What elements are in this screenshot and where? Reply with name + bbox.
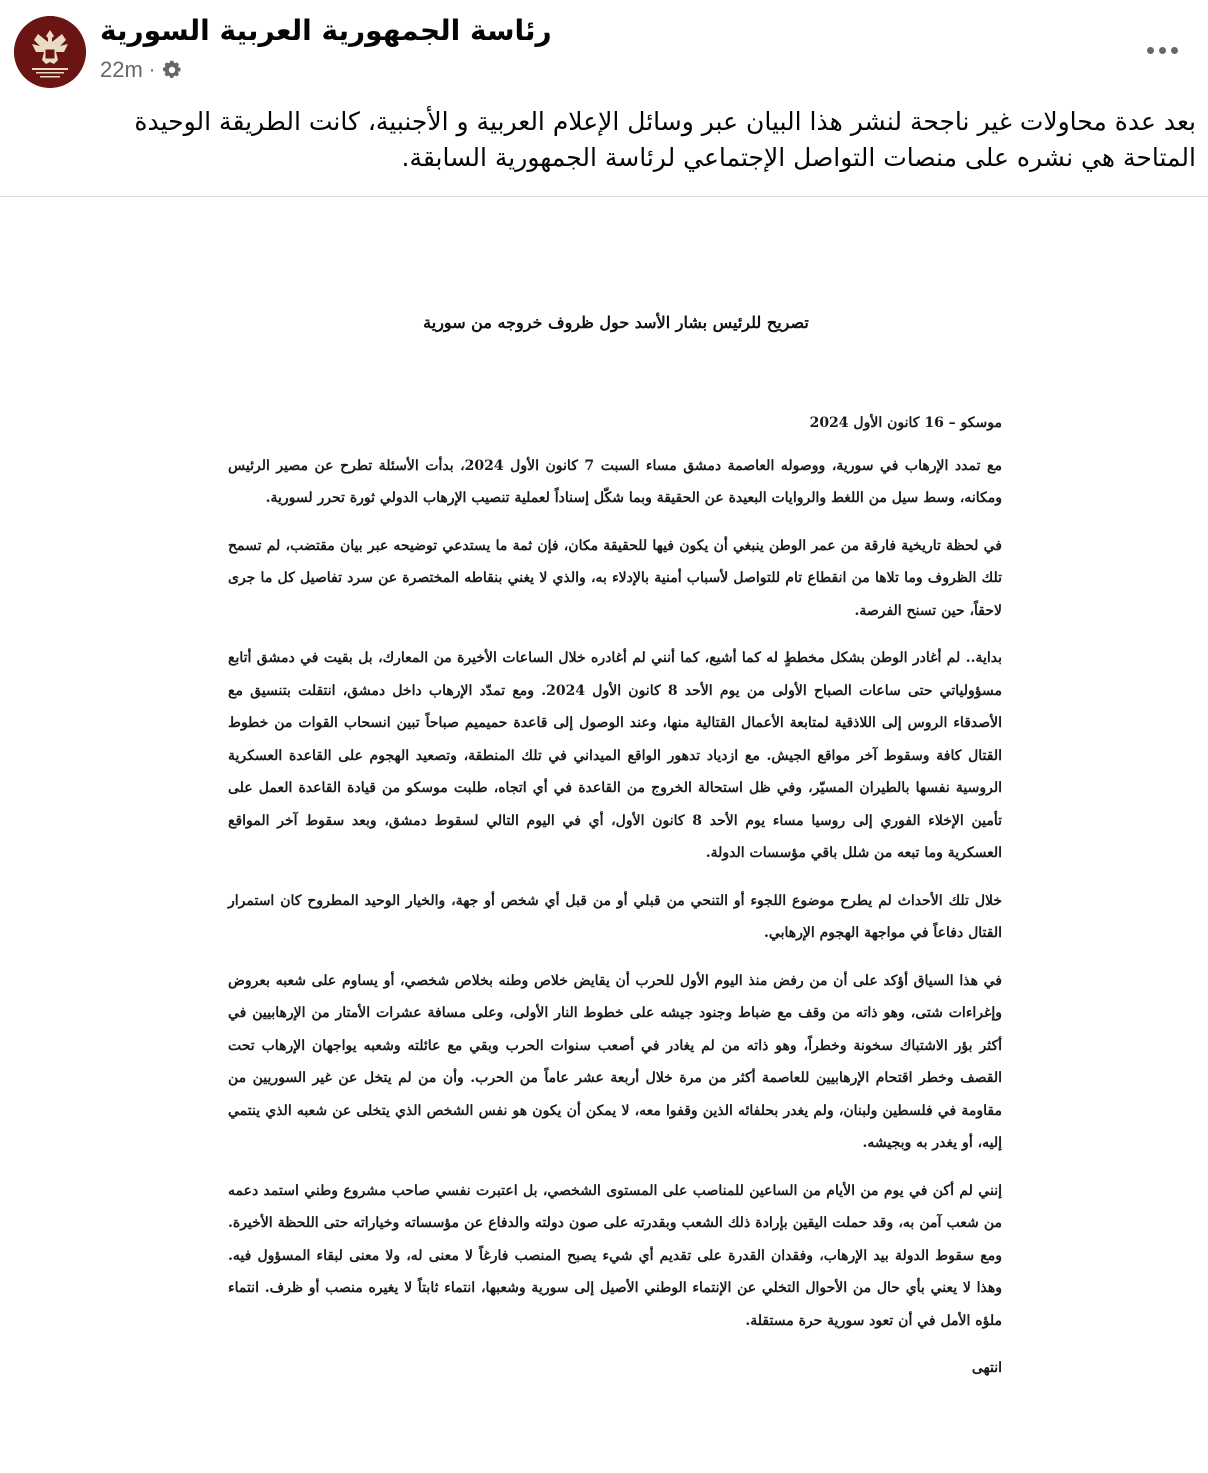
post-meta <box>100 56 183 84</box>
page-avatar[interactable] <box>14 16 86 88</box>
statement-dateline: موسكو – 16 كانون الأول 2024 <box>809 415 1002 431</box>
post-caption: بعد عدة محاولات غير ناجحة لنشر هذا البيان عبر وسائل الإعلام العربية و الأجنبية، كانت الطريقة الوحيدة المتاحة هي نشره على منصات التواصل الإجتماعي لرئاسة الجمهورية السابقة. <box>134 107 1196 172</box>
post-time[interactable]: 22m <box>100 57 143 82</box>
statement-body <box>228 407 1002 1385</box>
more-options-icon <box>1171 47 1178 54</box>
more-options-icon <box>1147 47 1154 54</box>
syrian-eagle-emblem-icon <box>14 16 86 88</box>
post-header <box>0 0 1208 100</box>
statement-paragraph: في هذا السياق أؤكد على أن من رفض منذ اليوم الأول للحرب أن يقايض خلاص وطنه بخلاص شخصي، أو يساوم على شعبه بعروض وإغراءات شتى، وهو ذاته من وقف مع ضباط وجنود جيشه على خطوط النار الأولى، وعلى مسافة عشرات الأمتار من الإرهابيين في أكثر بؤر الاشتباك سخونة وخطراً، وهو ذاته من لم يغادر في أصعب سنوات الحرب وبقي مع عائلته وشعبه يواجهان الإرهاب تحت القصف وخطر اقتحام الإرهابيين للعاصمة أكثر من مرة خلال أربعة عشر عاماً من الحرب. وأن من لم يتخل عن غير السوريين من مقاومة في فلسطين ولبنان، ولم يغدر بحلفائه الذين وقفوا معه، لا يمكن أن يكون هو نفس الشخص الذي يتخلى عن شعبه الذي ينتمي إليه، أو يغدر به وبجيشه. <box>228 972 1002 1151</box>
statement-title: تصريح للرئيس بشار الأسد حول ظروف خروجه من سورية <box>423 313 809 332</box>
statement-paragraph: بداية.. لم أغادر الوطن بشكل مخططٍ له كما أشيع، كما أنني لم أغادره خلال الساعات الأخيرة من المعارك، بل بقيت في دمشق أتابع مسؤولياتي حتى ساعات الصباح الأولى من يوم الأحد 8 كانون الأول 2024. ومع تمدّد الإرهاب داخل دمشق، انتقلت بتنسيق مع الأصدقاء الروس إلى اللاذقية لمتابعة الأعمال القتالية منها، وعند الوصول إلى قاعدة حميميم صباحاً تبين انسحاب القوات من خطوط القتال كافة وسقوط آخر مواقع الجيش. مع ازدياد تدهور الواقع الميداني في تلك المنطقة، وتصعيد الهجوم على القاعدة العسكرية الروسية نفسها بالطيران المسيّر، وفي ظل استحالة الخروج من القاعدة في أي اتجاه، طلبت موسكو من قيادة القاعدة العمل على تأمين الإخلاء الفوري إلى روسيا مساء يوم الأحد 8 كانون الأول، أي في اليوم التالي لسقوط دمشق، وبعد سقوط آخر المواقع العسكرية وما تبعه من شلل باقي مؤسسات الدولة. <box>228 650 1002 861</box>
statement-paragraph: مع تمدد الإرهاب في سورية، ووصوله العاصمة دمشق مساء السبت 7 كانون الأول 2024، بدأت الأسئلة تطرح عن مصير الرئيس ومكانه، وسط سيل من اللغط والروايات البعيدة عن الحقيقة وبما شكّل إسناداً لعملية تنصيب الإرهاب الدولي ثورة تحرر لسورية. <box>228 457 1002 506</box>
statement-ending: انتهى <box>971 1360 1002 1376</box>
statement-paragraph: في لحظة تاريخية فارقة من عمر الوطن ينبغي أن يكون فيها للحقيقة مكان، فإن ثمة ما يستدعي توضيحه عبر بيان مقتضب، لم تسمح تلك الظروف وما تلاها من انقطاع تام للتواصل لأسباب أمنية بالإدلاء به، والذي لا يغني بنقاطه المختصرة عن سرد تفاصيل كل ما جرى لاحقاً، حين تسنح الفرصة. <box>228 537 1002 619</box>
gear-icon[interactable] <box>161 59 183 81</box>
more-options-button[interactable] <box>1140 36 1184 64</box>
statement-image[interactable] <box>0 197 1208 1473</box>
statement-paragraph: إنني لم أكن في يوم من الأيام من الساعين للمناصب على المستوى الشخصي، بل اعتبرت نفسي صاحب مشروع وطني استمد دعمه من شعب آمن به، وقد حملت اليقين بإرادة ذلك الشعب وبقدرته على صون دولته والدفاع عن مؤسساته وخياراته حتى اللحظة الأخيرة. ومع سقوط الدولة بيد الإرهاب، وفقدان القدرة على تقديم أي شيء يصبح المنصب فارغاً لا معنى له، ولا معنى لبقاء المسؤول فيه. وهذا لا يعني بأي حال من الأحوال التخلي عن الإنتماء الوطني الأصيل إلى سورية وشعبها، انتماء ثابتاً لا يغيره منصب أو ظرف. انتماء ملؤه الأمل في أن تعود سورية حرة مستقلة. <box>228 1182 1003 1329</box>
meta-separator: · <box>148 58 156 81</box>
more-options-icon <box>1159 47 1166 54</box>
statement-paragraph: خلال تلك الأحداث لم يطرح موضوع اللجوء أو التنحي من قبلي أو من قبل أي شخص أو جهة، والخيار الوحيد المطروح كان استمرار القتال دفاعاً في مواجهة الهجوم الإرهابي. <box>228 892 1002 941</box>
page-name[interactable]: رئاسة الجمهورية العربية السورية <box>100 14 552 47</box>
